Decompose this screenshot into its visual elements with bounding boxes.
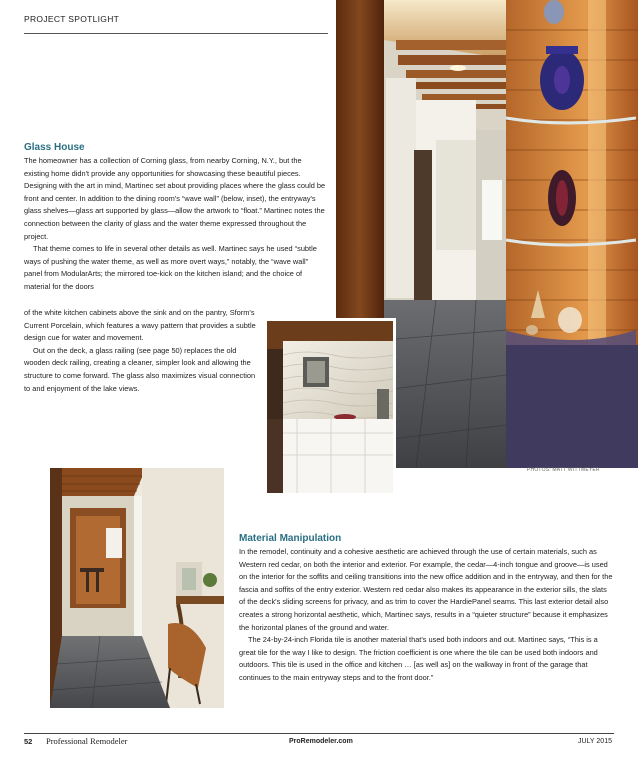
material-body <box>239 546 613 685</box>
glass-house-paragraph-3: Out on the deck, a glass railing (see page 50) replaces the old wooden deck railing, creating a cleaner, simpler look and allowing the structure to come forward. The glass also maximizes visual connection to and enjoyment of the lake views. <box>24 345 256 393</box>
material-paragraph-2: The 24-by-24-inch Florida tile is another material that's used both indoors and out. Martinec says, “This is a great tile for the way I like to design. The friction coefficient is one where the tile can be used both indoors and outdoors. This tile is used in the office and kitchen … [as well as] on the walkway in front of the garage that continues to the main entryway steps and to the front door.” <box>239 635 598 682</box>
magazine-name: Professional Remodeler <box>46 736 128 746</box>
issue-date: JULY 2015 <box>578 738 612 745</box>
material-paragraph-1: In the remodel, continuity and a cohesive aesthetic are achieved through the use of certain materials, such as Western red cedar, on both the interior and exterior. For example, the cedar—4-inch tongue and groove—is used on the interior for the soffits and ceiling transitions into the new office addition and in the entryway, and then for the fascia and soffits of the entry exterior. Western red cedar also makes its appearance in the exterior sills, the slats of the deck's sliding screens for privacy, and as trim to cover the HardiePanel seams. This last exterior detail also creates a strong horizontal aesthetic, which, Martinec says, results in a “quieter structure” because it emphasizes the horizontal planes of the ground and water. <box>239 547 613 632</box>
cedar-hallway-office-photo <box>50 468 224 708</box>
page-number: 52 <box>24 737 33 746</box>
glass-house-paragraph-2b: of the white kitchen cabinets above the sink and on the pantry, Sform's Current Porcelain, which features a wavy pattern that provides a subtle design cue for water and movement. <box>24 308 256 343</box>
glass-house-paragraph-1: The homeowner has a collection of Corning glass, from nearby Corning, N.Y., but the existing home didn't provide any opportunities for showcasing these beautiful pieces. Designing with the art in mind, Martinec set about providing places where the glass could be front and center. In addition to the dining room's “wave wall” (below, inset), the entryway's glass shelves—glass art supported by glass—allow the artwork to “float.” Martinec notes the connection between the clarity of glass and the water theme expressed throughout the project. <box>24 156 326 241</box>
footer-rule <box>24 733 614 734</box>
header-rule <box>24 33 328 34</box>
photo-credit: PHOTOS: MATT WITTMEYER <box>527 467 600 473</box>
glass-house-paragraph-2a: That theme comes to life in several other details as well. Martinec says he used “subtle ways of pushing the water theme, as well as more overt ways,” notably, the “wave wall” panel from ModularArts; the mirrored toe-kick on the kitchen island; and the choice of material for the doors <box>24 244 317 291</box>
glass-house-heading: Glass House <box>24 142 85 153</box>
glass-house-body-narrow <box>24 307 256 395</box>
glass-house-body <box>24 155 328 294</box>
website-link[interactable]: ProRemodeler.com <box>289 738 353 745</box>
kitchen-wave-wall-inset-photo <box>264 318 396 496</box>
section-label: PROJECT SPOTLIGHT <box>24 14 120 24</box>
material-heading: Material Manipulation <box>239 533 342 544</box>
